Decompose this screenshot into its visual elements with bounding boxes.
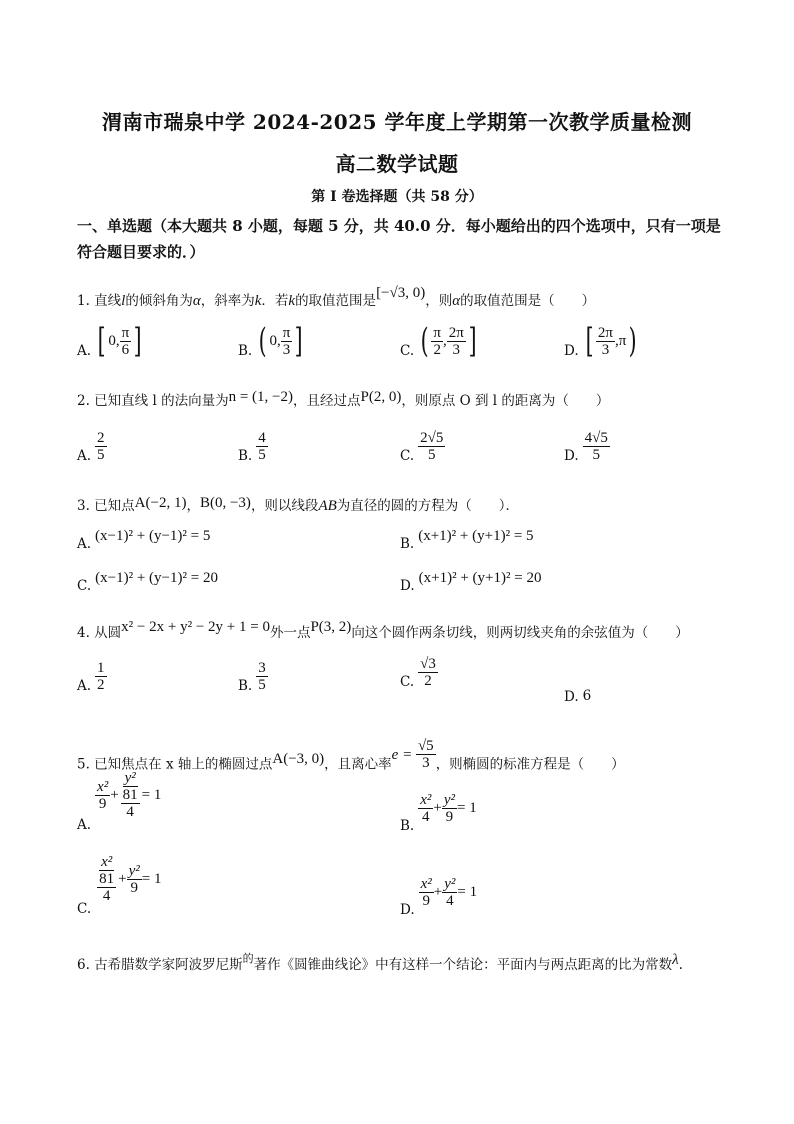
question-5: 5. 已知焦点在 x 轴上的椭圆过点A(−3, 0)，且离心率 e = $\frac{√5}{3}$ ，则椭圆的标准方程是（ ）	[77, 738, 625, 773]
question-6: 6. 古希腊数学家阿波罗尼斯$^的$著作《圆锥曲线论》中有这样一个结论：平面内与两点距离的比为常数λ.	[77, 952, 683, 973]
section-heading: 第 I 卷选择题（共 58 分）	[311, 189, 483, 205]
q1-option-d[interactable]: D. [ $\frac{2\pi}{3}$ , π )	[564, 321, 637, 361]
q3-option-c[interactable]: C. (x−1)² + (y−1)² = 20	[77, 570, 218, 594]
question-3: 3. 已知点A(−2, 1)，B(0, −3)，则以线段AB为直径的圆的方程为（ ）．	[77, 495, 520, 514]
slope-range: [−√3, 0)	[376, 285, 426, 301]
question-1: 1. 直线l的倾斜角为α，斜率为k．若k的取值范围是[−√3, 0)，则α的取值范围是（ ）	[77, 285, 596, 309]
q5-option-c[interactable]: C. $\frac{\text{x²}}{\frac{81}{4}}$ + $\frac{\text{y²}}{9}$ = 1	[77, 854, 162, 917]
q2-option-d[interactable]: D. $\frac{4√5}{5}$	[564, 430, 608, 464]
q3-option-d[interactable]: D. (x+1)² + (y+1)² = 20	[400, 570, 542, 594]
exam-subtitle: 高二数学试题	[335, 152, 459, 176]
q5-option-d[interactable]: D. $\frac{\text{x²}}{9}$ + $\frac{\text{y²}}{4}$ = 1	[400, 876, 478, 918]
q1-option-a[interactable]: A. [ 0 , $\frac{\pi}{6}$ ]	[77, 321, 142, 361]
q3-option-b[interactable]: B. (x+1)² + (y+1)² = 5	[400, 528, 534, 552]
q3-option-a[interactable]: A. (x−1)² + (y−1)² = 5	[77, 528, 211, 552]
q1-option-c[interactable]: C. ( $\frac{\pi}{2}$ , $\frac{2\pi}{3}$ ]	[400, 321, 477, 361]
question-2: 2. 已知直线 l 的法向量为n = (1, −2)，且经过点P(2, 0)，则原点 O 到 l 的距离为（ ）	[77, 389, 610, 409]
circle-equation: x² − 2x + y² − 2y + 1 = 0	[121, 619, 270, 635]
q4-option-b[interactable]: B. $\frac{3}{5}$	[238, 660, 266, 694]
q5-option-b[interactable]: B. $\frac{\text{x²}}{4}$ + $\frac{\text{y²}}{9}$ = 1	[400, 792, 477, 834]
normal-vector: n = (1, −2)	[228, 389, 293, 405]
q4-option-d[interactable]: D. 6	[564, 688, 592, 705]
question-4: 4. 从圆x² − 2x + y² − 2y + 1 = 0外一点P(3, 2)向这个圆作两条切线，则两切线夹角的余弦值为（ ）	[77, 619, 689, 641]
q5-option-a[interactable]: A. $\frac{\text{x²}}{9}$ + $\frac{\text{y²}}{\frac{81}{4}}$ = 1	[77, 770, 162, 833]
q4-option-c[interactable]: C. $\frac{√3}{2}$	[400, 656, 436, 690]
exam-title: 渭南市瑞泉中学 2024-2025 学年度上学期第一次教学质量检测	[101, 110, 693, 134]
part1-heading: 一、单选题（本大题共 8 小题，每题 5 分，共 40.0 分．每小题给出的四个选项中，只有一项是符合题目要求的．）	[77, 217, 721, 261]
q2-option-b[interactable]: B. $\frac{4}{5}$	[238, 430, 266, 464]
q1-option-b[interactable]: B. ( 0 , $\frac{\pi}{3}$ ]	[238, 321, 303, 361]
q2-option-c[interactable]: C. $\frac{2√5}{5}$	[400, 430, 444, 464]
q2-option-a[interactable]: A. $\frac{2}{5}$	[77, 430, 105, 464]
eccentricity: e = $\frac{√5}{3}$	[391, 738, 434, 771]
q4-option-a[interactable]: A. $\frac{1}{2}$	[77, 660, 105, 694]
